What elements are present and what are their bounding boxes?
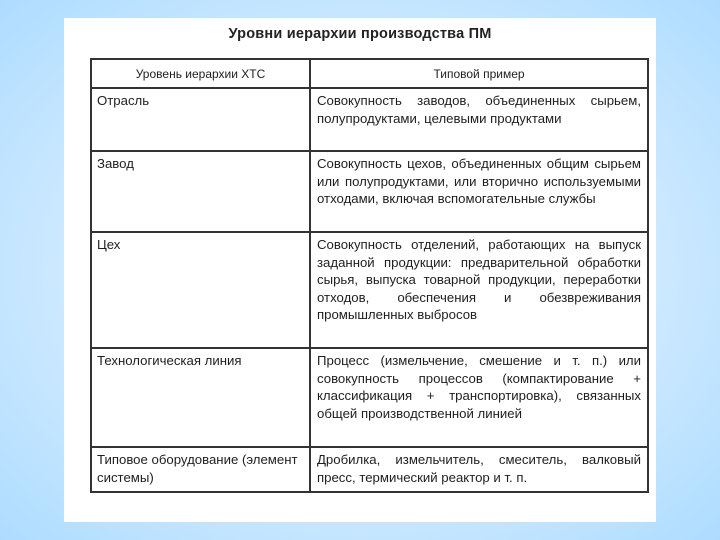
table-row [91,88,648,151]
hierarchy-table [90,58,649,493]
slide-page [64,18,656,522]
level-cell: Цех [91,232,310,348]
example-cell: Процесс (измельчение, смешение и т. п.) или совокупность процессов (компактирование + классификация + транспортировка), связанных общей производственной линией [310,348,648,447]
example-cell: Совокупность отделений, работающих на выпуск заданной продукции: предварительной обработки сырья, выпуска товарной продукции, переработки отходов, обеспечения и обезвреживания промышленных выбросов [310,232,648,348]
table-row [91,447,648,492]
level-cell: Отрасль [91,88,310,151]
page-title: Уровни иерархии производства ПМ [228,26,492,42]
table-header-row [91,59,648,88]
example-cell: Дробилка, измельчитель, смеситель, валковый пресс, термический реактор и т. п. [310,447,648,492]
example-cell: Совокупность цехов, объединенных общим сырьем или полупродуктами, или вторично используемыми отходами, включая вспомогательные службы [310,151,648,232]
header-example: Типовой пример [310,59,648,88]
table-row [91,232,648,348]
example-cell: Совокупность заводов, объединенных сырьем, полупродуктами, целевыми продуктами [310,88,648,151]
header-level: Уровень иерархии ХТС [91,59,310,88]
table-row [91,348,648,447]
table-row [91,151,648,232]
level-cell: Технологическая линия [91,348,310,447]
level-cell: Завод [91,151,310,232]
level-cell: Типовое оборудование (элемент системы) [91,447,310,492]
